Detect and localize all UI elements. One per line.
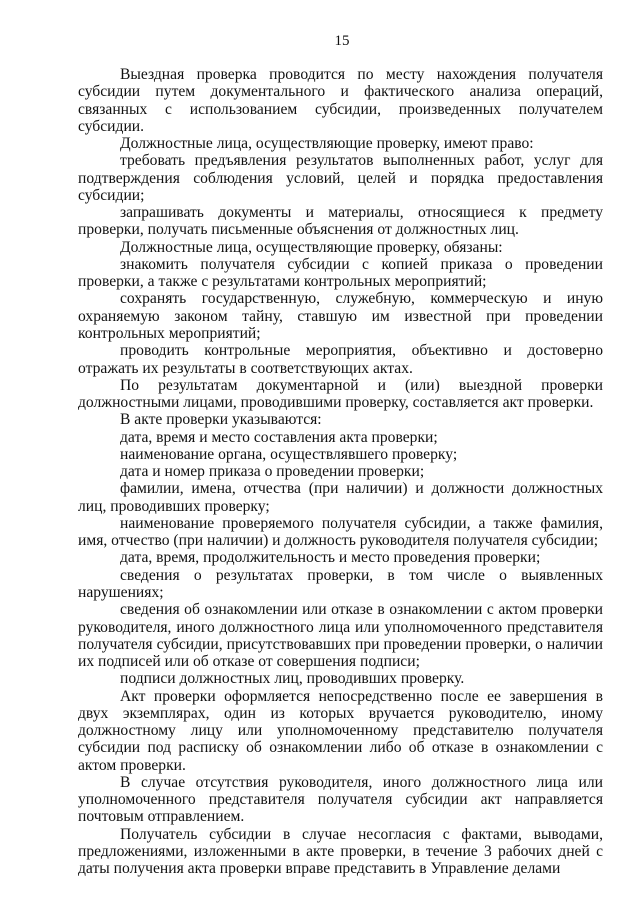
paragraph: наименование проверяемого получателя субсидии, а также фамилия, имя, отчество (при наличии) и должность руководителя получателя субсидии; xyxy=(78,514,603,550)
paragraph: наименование органа, осуществлявшего проверку; xyxy=(120,445,458,463)
paragraph: дата, время и место составления акта проверки; xyxy=(120,428,438,446)
paragraph: сохранять государственную, служебную, коммерческую и иную охраняемую законом тайну, ставшую им известной при проведении контрольных мероприятий; xyxy=(78,290,603,342)
paragraph: Акт проверки оформляется непосредственно после ее завершения в двух экземплярах, один из которых вручается руководителю, иному должностному лицу или уполномоченному представителю получателя субсидии под расписку об ознакомлении либо об отказе в ознакомлении с актом проверки. xyxy=(78,687,603,774)
paragraph: дата, время, продолжительность и место проведения проверки; xyxy=(120,549,541,567)
paragraph: По результатам документарной и (или) выездной проверки должностными лицами, проводившими проверку, составляется акт проверки. xyxy=(78,376,603,412)
paragraph: Должностные лица, осуществляющие проверку, имеют право: xyxy=(120,135,534,153)
paragraph: запрашивать документы и материалы, относящиеся к предмету проверки, получать письменные объяснения от должностных лиц. xyxy=(78,204,603,239)
paragraph: дата и номер приказа о проведении проверки; xyxy=(120,463,425,481)
paragraph: знакомить получателя субсидии с копией приказа о проведении проверки, а также с результатами контрольных мероприятий; xyxy=(78,255,603,291)
paragraph: Выездная проверка проводится по месту нахождения получателя субсидии путем документального и фактического анализа операций, связанных с использованием субсидии, произведенных получателем субсидии. xyxy=(78,66,603,135)
paragraph: В случае отсутствия руководителя, иного должностного лица или уполномоченного представителя получателя субсидии акт направляется почтовым отправлением. xyxy=(78,773,603,826)
paragraph: Получатель субсидии в случае несогласия с фактами, выводами, предложениями, изложенными в акте проверки, в течение 3 рабочих дней с даты получения акта проверки вправе представить в Управление делами xyxy=(78,825,603,878)
paragraph: В акте проверки указываются: xyxy=(120,411,322,429)
paragraph: сведения о результатах проверки, в том числе о выявленных нарушениях; xyxy=(78,566,603,601)
paragraph: сведения об ознакомлении или отказе в ознакомлении с актом проверки руководителя, иного должностного лица или уполномоченного представителя получателя субсидии, присутствовавших при проведении проверки, о наличии их подписей или об отказе от совершения подписи; xyxy=(78,601,603,671)
paragraph: подписи должностных лиц, проводивших проверку. xyxy=(120,670,465,688)
page-number: 15 xyxy=(334,33,350,49)
paragraph: Должностные лица, осуществляющие проверку, обязаны: xyxy=(120,238,503,256)
paragraph: проводить контрольные мероприятия, объективно и достоверно отражать их результаты в соответствующих актах. xyxy=(78,342,603,377)
paragraph: фамилии, имена, отчества (при наличии) и должности должностных лиц, проводивших проверку; xyxy=(78,480,603,515)
paragraph: требовать предъявления результатов выполненных работ, услуг для подтверждения соблюдения условий, целей и порядка предоставления субсидии; xyxy=(78,152,603,204)
document-body xyxy=(78,66,603,877)
